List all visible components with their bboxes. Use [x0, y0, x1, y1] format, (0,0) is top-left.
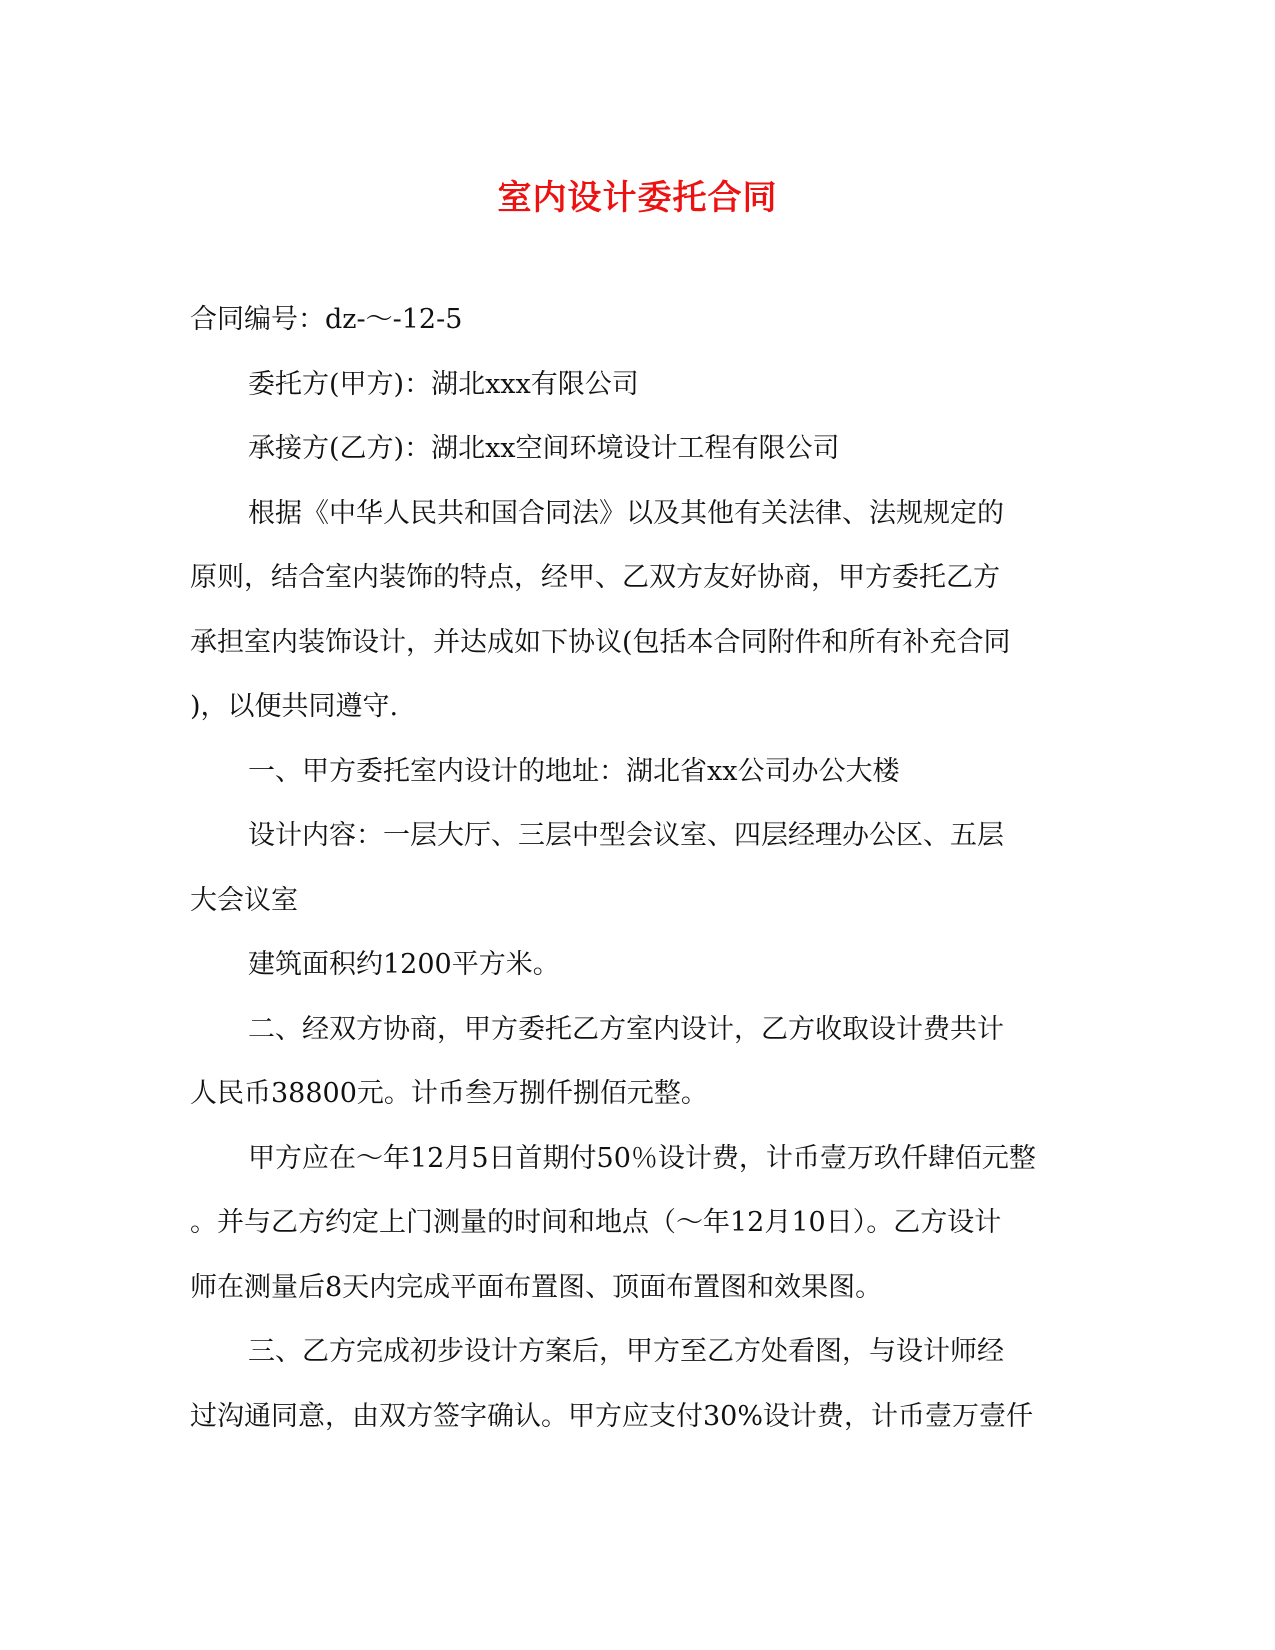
paragraph-line: 大会议室 — [190, 884, 298, 916]
party-b-line: 承接方(乙方)：湖北xx空间环境设计工程有限公司 — [248, 433, 840, 464]
paragraph-line: 原则，结合室内装饰的特点，经甲、乙双方友好协商，甲方委托乙方 — [190, 562, 1000, 593]
paragraph-line: 根据《中华人民共和国合同法》以及其他有关法律、法规规定的 — [248, 497, 1004, 529]
paragraph-line: )，以便共同遵守. — [190, 691, 399, 722]
paragraph-line: 三、乙方完成初步设计方案后，甲方至乙方处看图，与设计师经 — [248, 1336, 1004, 1367]
paragraph-line: 设计内容：一层大厅、三层中型会议室、四层经理办公区、五层 — [248, 820, 1004, 851]
paragraph-line: 一、甲方委托室内设计的地址：湖北省xx公司办公大楼 — [248, 755, 900, 787]
document-body — [190, 288, 1090, 1449]
paragraph-line: 建筑面积约1200平方米。 — [248, 949, 560, 980]
contract-number-line: 合同编号：dz-～-12-5 — [190, 304, 463, 335]
paragraph-line: 甲方应在～年12月5日首期付50％设计费，计币壹万玖仟肆佰元整 — [248, 1142, 1036, 1174]
paragraph-line: 过沟通同意，由双方签字确认。甲方应支付30%设计费，计币壹万壹仟 — [190, 1400, 1034, 1432]
paragraph-line: 人民币38800元。计币叁万捌仟捌佰元整。 — [190, 1078, 708, 1109]
paragraph-line: 承担室内装饰设计，并达成如下协议(包括本合同附件和所有补充合同 — [190, 626, 1011, 658]
party-a-line: 委托方(甲方)：湖北xxx有限公司 — [248, 368, 639, 400]
document-title: 室内设计委托合同 — [497, 178, 778, 218]
paragraph-line: 二、经双方协商，甲方委托乙方室内设计，乙方收取设计费共计 — [248, 1013, 1004, 1045]
paragraph-line: 师在测量后8天内完成平面布置图、顶面布置图和效果图。 — [190, 1271, 883, 1303]
paragraph-line: 。并与乙方约定上门测量的时间和地点（～年12月10日）。乙方设计 — [190, 1207, 1002, 1238]
